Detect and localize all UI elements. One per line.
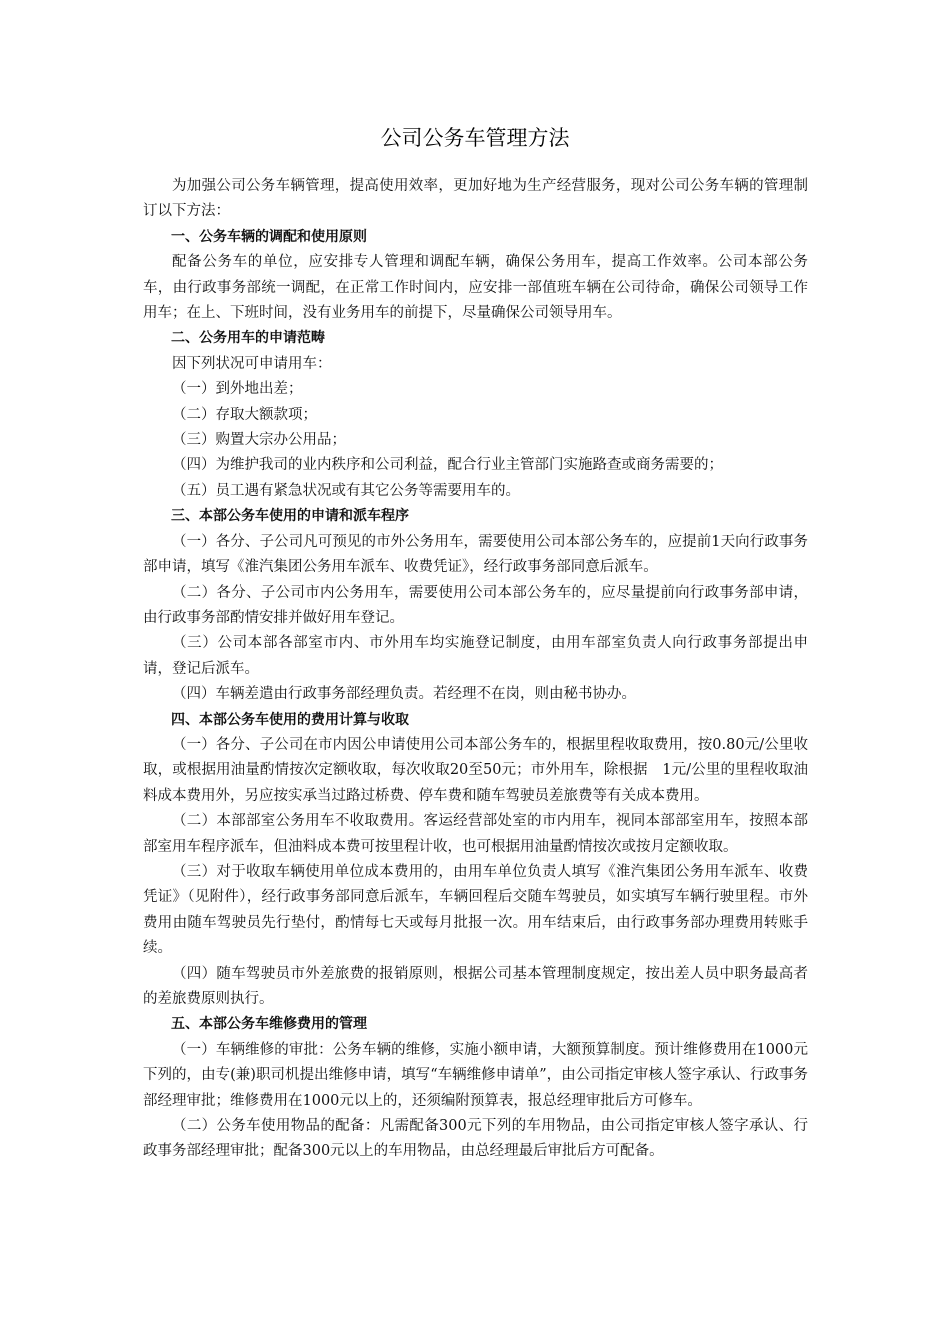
body-paragraph: （二）本部部室公务用车不收取费用。客运经营部处室的市内用车，视同本部部室用车，按照本部部室用车程序派车，但油料成本费可按里程计收，也可根据用油量酌情按次或按月定额收取。 xyxy=(143,813,808,855)
body-paragraph: （四）车辆差遣由行政事务部经理负责。若经理不在岗，则由秘书协办。 xyxy=(172,686,636,703)
document-body xyxy=(143,174,808,1165)
section-heading-3: 三、本部公务车使用的申请和派车程序 xyxy=(171,508,409,525)
section-heading-4: 四、本部公务车使用的费用计算与收取 xyxy=(171,711,409,728)
body-paragraph: （三）对于收取车辆使用单位成本费用的，由用车单位负责人填写《淮汽集团公务用车派车、收费凭证》（见附件），经行政事务部同意后派车，车辆回程后交随车驾驶员，如实填写车辆行驶里程。市外费用由随车驾驶员先行垫付，酌情每七天或每月批报一次。用车结束后，由行政事务部办理费用转账手续。 xyxy=(143,863,808,957)
body-paragraph: （二）公务车使用物品的配备：凡需配备300元下列的车用物品，由公司指定审核人签字承认、行政事务部经理审批；配备300元以上的车用物品，由总经理最后审批后方可配备。 xyxy=(143,1118,808,1160)
body-paragraph: （一）各分、子公司凡可预见的市外公务用车，需要使用公司本部公务车的，应提前1天向行政事务部申请，填写《淮汽集团公务用车派车、收费凭证》，经行政事务部同意后派车。 xyxy=(143,533,808,576)
document-title: 公司公务车管理方法 xyxy=(380,126,570,150)
list-item: （一）到外地出差； xyxy=(172,381,303,398)
body-paragraph: 配备公务车的单位，应安排专人管理和调配车辆，确保公务用车，提高工作效率。公司本部公务车，由行政事务部统一调配，在正常工作时间内，应安排一部值班车辆在公司待命，确保公司领导工作用车；在上、下班时间，没有业务用车的前提下，尽量确保公司领导用车。 xyxy=(143,254,808,322)
body-paragraph: （一）各分、子公司在市内因公申请使用公司本部公务车的，根据里程收取费用，按0.80元/公里收取，或根据用油量酌情按次定额收取，每次收取20至50元；市外用车，除根据 1元/公里的里程收取油料成本费用外，另应按实承当过路过桥费、停车费和随车驾驶员差旅费等有关成本费用。 xyxy=(143,736,808,804)
section-heading-5: 五、本部公务车维修费用的管理 xyxy=(171,1016,367,1033)
body-paragraph: 因下列状况可申请用车： xyxy=(172,355,332,372)
section-heading-1: 一、公务车辆的调配和使用原则 xyxy=(171,228,367,245)
body-paragraph: （三）公司本部各部室市内、市外用车均实施登记制度，由用车部室负责人向行政事务部提出申请，登记后派车。 xyxy=(143,635,808,677)
body-paragraph: （二）各分、子公司市内公务用车，需要使用公司本部公务车的，应尽量提前向行政事务部申请，由行政事务部酌情安排并做好用车登记。 xyxy=(143,584,808,626)
body-paragraph: （一）车辆维修的审批：公务车辆的维修，实施小额申请，大额预算制度。预计维修费用在1000元下列的，由专(兼)职司机提出维修申请，填写“车辆维修申请单”，由公司指定审核人签字承认、行政事务部经理审批；维修费用在1000元以上的，还须编附预算表，报总经理审批后方可修车。 xyxy=(143,1041,808,1109)
list-item: （四）为维护我司的业内秩序和公司利益，配合行业主管部门实施路查或商务需要的； xyxy=(172,457,723,474)
list-item: （五）员工遇有紧急状况或有其它公务等需要用车的。 xyxy=(172,482,520,499)
intro-paragraph: 为加强公司公务车辆管理，提高使用效率，更加好地为生产经营服务，现对公司公务车辆的管理制订以下方法： xyxy=(143,178,808,220)
list-item: （二）存取大额款项； xyxy=(172,406,317,423)
body-paragraph: （四）随车驾驶员市外差旅费的报销原则，根据公司基本管理制度规定，按出差人员中职务最高者的差旅费原则执行。 xyxy=(143,965,808,1007)
section-heading-2: 二、公务用车的申请范畴 xyxy=(171,330,325,347)
list-item: （三）购置大宗办公用品； xyxy=(172,432,346,449)
